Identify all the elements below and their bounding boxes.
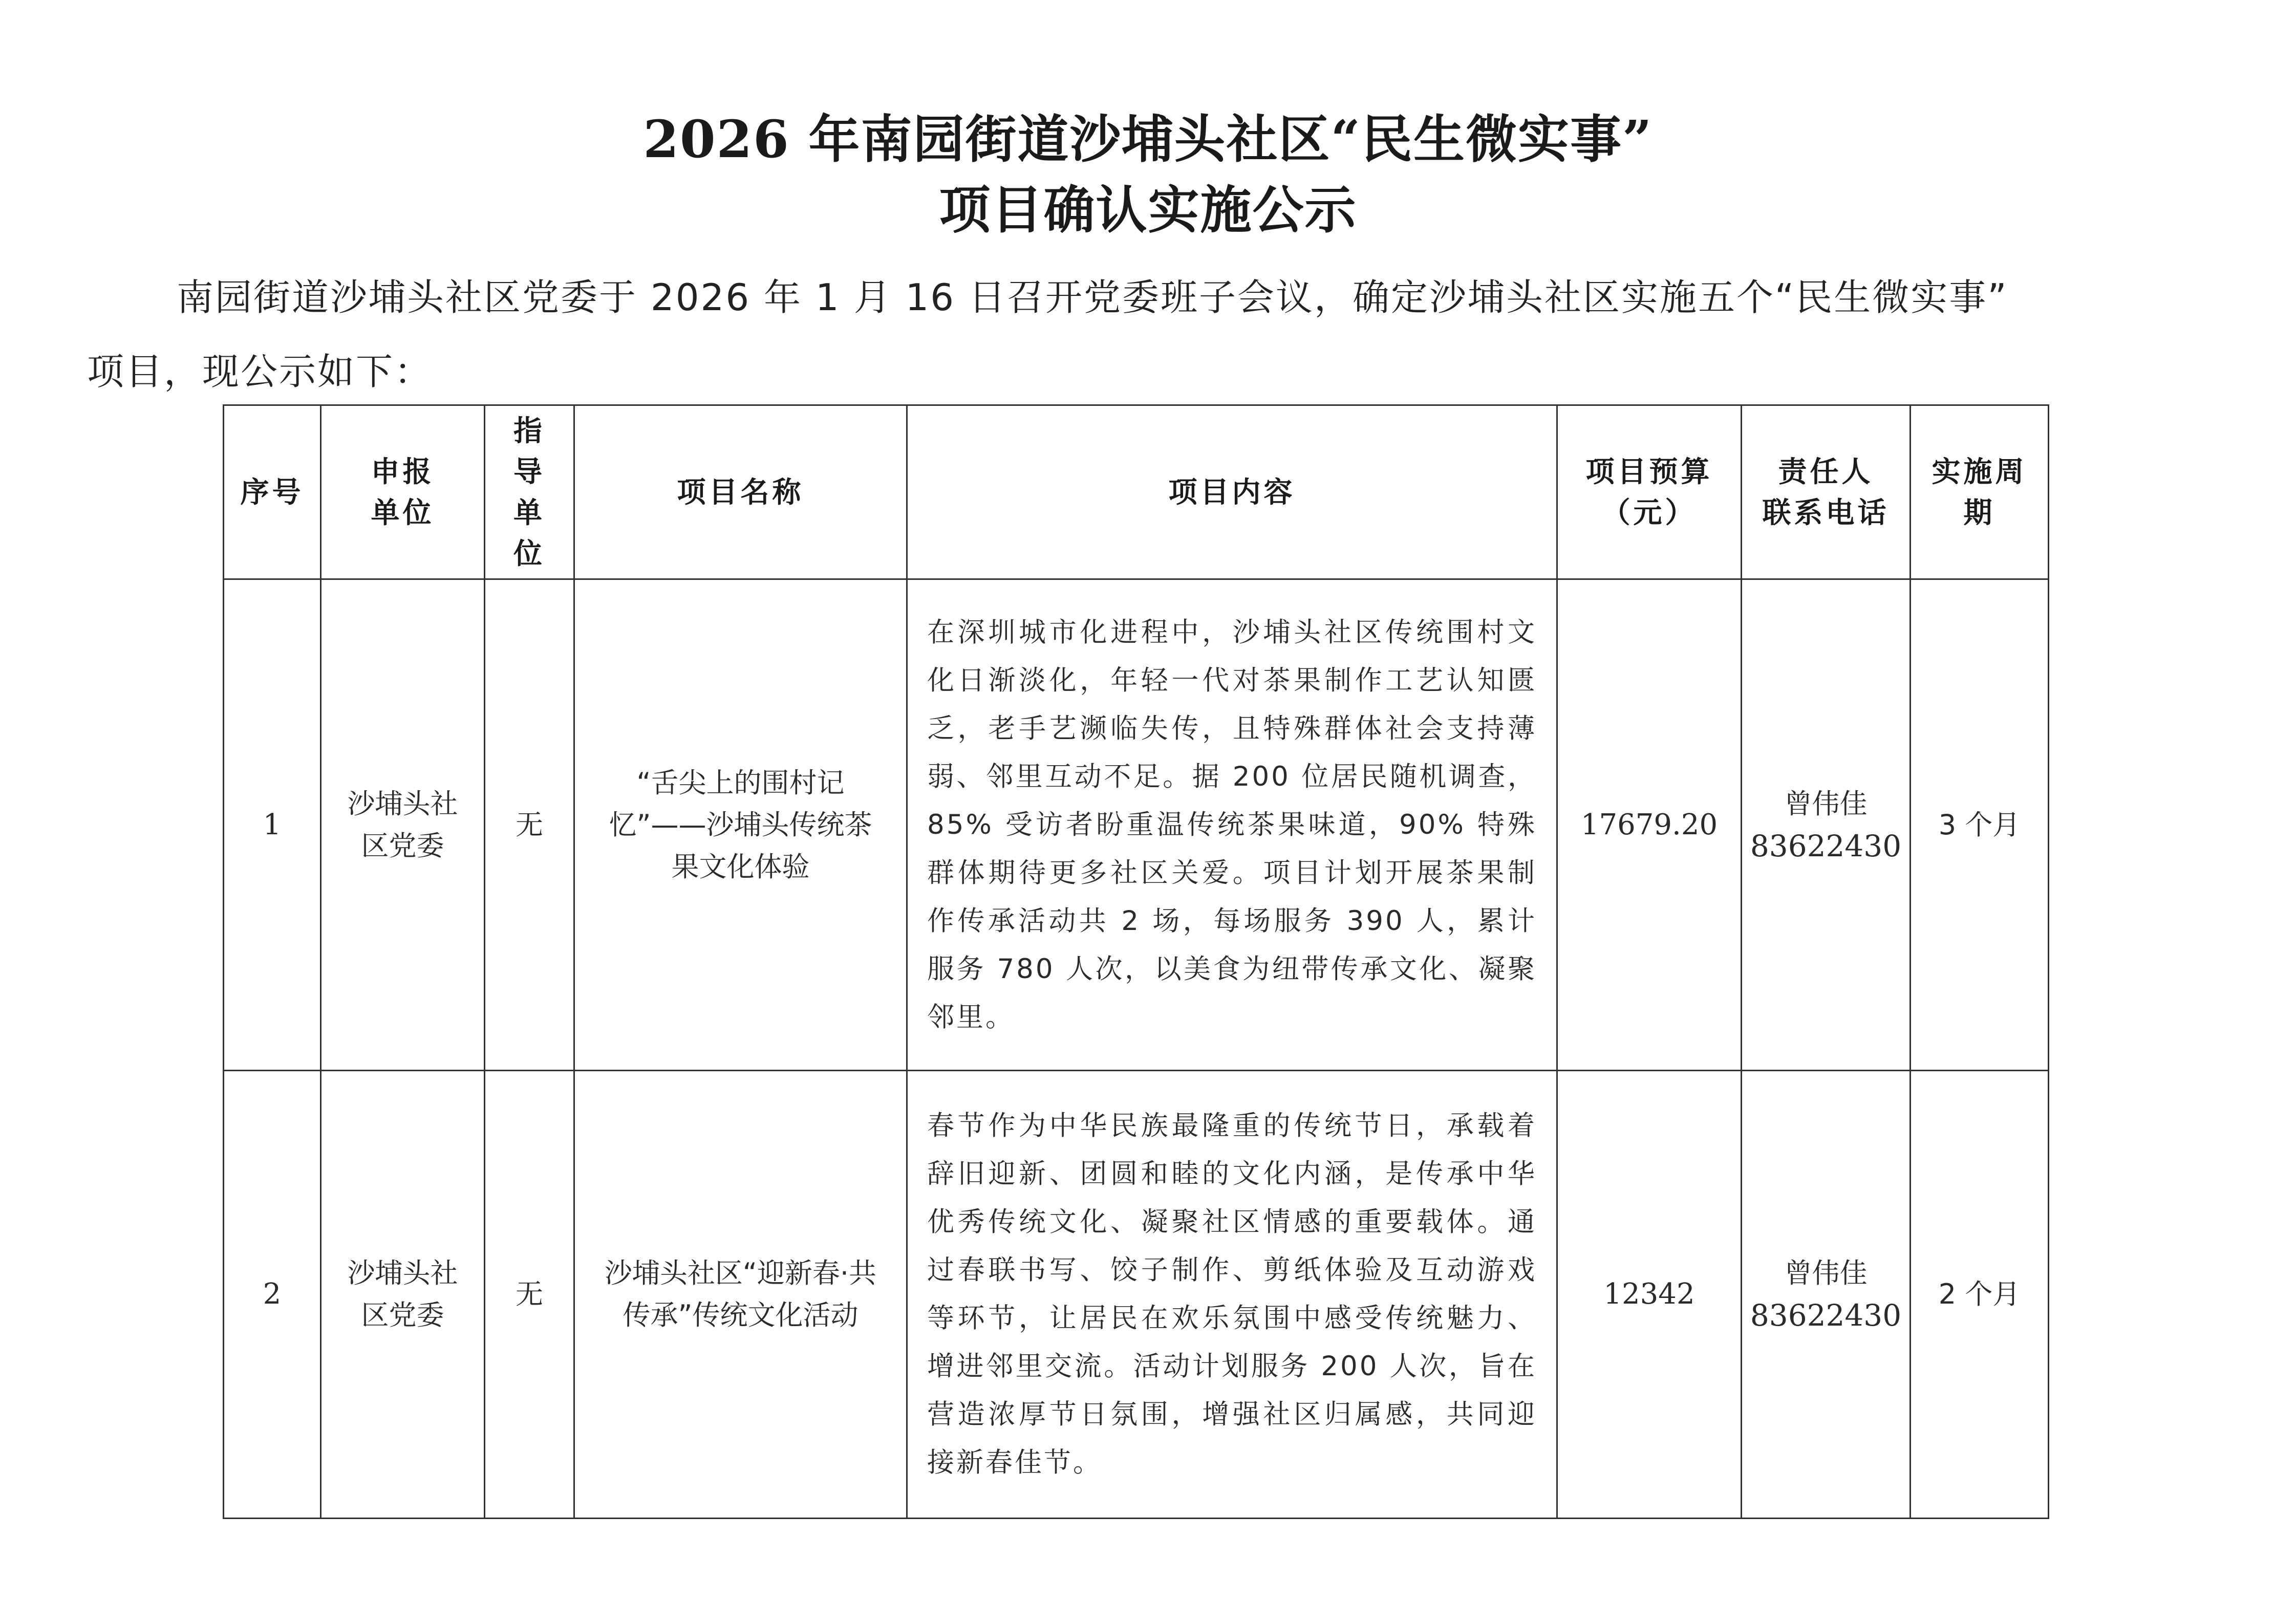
table-row [224, 1071, 2049, 1519]
header-budget-line: （元） [1601, 495, 1697, 530]
header-guiding-unit-char: 指 [513, 414, 545, 448]
projects-table [223, 404, 2049, 1519]
row-budget: 12342 [1557, 1071, 1742, 1519]
header-guiding-unit [485, 405, 574, 579]
row-contact [1742, 1071, 1911, 1519]
page-title-line-2: 项目确认实施公示 [939, 180, 1357, 240]
intro-paragraph-line-1: 南园街道沙埔头社区党委于 2026 年 1 月 16 日召开党委班子会议，确定沙埔头社区实施五个“民生微实事” [177, 276, 2008, 319]
header-period [1911, 405, 2049, 579]
contact-phone: 83622430 [1750, 828, 1902, 863]
header-budget [1557, 405, 1742, 579]
row-applicant-unit: 沙埔头社区党委 [321, 579, 485, 1071]
header-project-content: 项目内容 [907, 405, 1557, 579]
header-contact-line: 责任人 [1778, 454, 1874, 489]
row-project-content: 春节作为中华民族最隆重的传统节日，承载着辞旧迎新、团圆和睦的文化内涵，是传承中华优秀传统文化、凝聚社区情感的重要载体。通过春联书写、饺子制作、剪纸体验及互动游戏等环节，让居民在欢乐氛围中感受传统魅力、增进邻里交流。活动计划服务 200 人次，旨在营造浓厚节日氛围，增强社区归属感，共同迎接新春佳节。 [907, 1071, 1557, 1519]
header-applicant-unit-line: 申报 [371, 454, 435, 489]
header-period-line: 实施周 [1932, 454, 2027, 489]
header-budget-line: 项目预算 [1585, 454, 1713, 489]
row-guiding-unit: 无 [485, 1071, 574, 1519]
header-applicant-unit [321, 405, 485, 579]
header-project-name: 项目名称 [574, 405, 907, 579]
header-contact [1742, 405, 1911, 579]
header-guiding-unit-char: 单 [513, 495, 545, 530]
header-contact-line: 联系电话 [1762, 495, 1890, 530]
table-row [224, 579, 2049, 1071]
row-index: 2 [224, 1071, 321, 1519]
row-period: 2 个月 [1911, 1071, 2049, 1519]
header-guiding-unit-char: 位 [513, 536, 545, 571]
row-contact [1742, 579, 1911, 1071]
contact-name: 曾伟佳 [1784, 787, 1868, 820]
row-guiding-unit: 无 [485, 579, 574, 1071]
row-project-name: “舌尖上的围村记忆”——沙埔头传统茶果文化体验 [574, 579, 907, 1071]
contact-name: 曾伟佳 [1784, 1257, 1868, 1289]
row-budget: 17679.20 [1557, 579, 1742, 1071]
header-period-line: 期 [1963, 495, 1995, 530]
intro-paragraph-line-2: 项目，现公示如下： [87, 350, 433, 393]
page-title-line-1: 2026 年南园街道沙埔头社区“民生微实事” [643, 109, 1653, 169]
row-project-name: 沙埔头社区“迎新春·共传承”传统文化活动 [574, 1071, 907, 1519]
header-guiding-unit-char: 导 [513, 454, 545, 489]
table-header-row [224, 405, 2049, 579]
row-period: 3 个月 [1911, 579, 2049, 1071]
row-index: 1 [224, 579, 321, 1071]
row-applicant-unit: 沙埔头社区党委 [321, 1071, 485, 1519]
row-project-content: 在深圳城市化进程中，沙埔头社区传统围村文化日渐淡化，年轻一代对茶果制作工艺认知匮乏，老手艺濒临失传，且特殊群体社会支持薄弱、邻里互动不足。据 200 位居民随机调查，85% 受访者盼重温传统茶果味道，90% 特殊群体期待更多社区关爱。项目计划开展茶果制作传承活动共 2 场，每场服务 390 人，累计服务 780 人次，以美食为纽带传承文化、凝聚邻里。 [907, 579, 1557, 1071]
header-index: 序号 [224, 405, 321, 579]
contact-phone: 83622430 [1750, 1298, 1902, 1333]
header-applicant-unit-line: 单位 [371, 495, 435, 530]
